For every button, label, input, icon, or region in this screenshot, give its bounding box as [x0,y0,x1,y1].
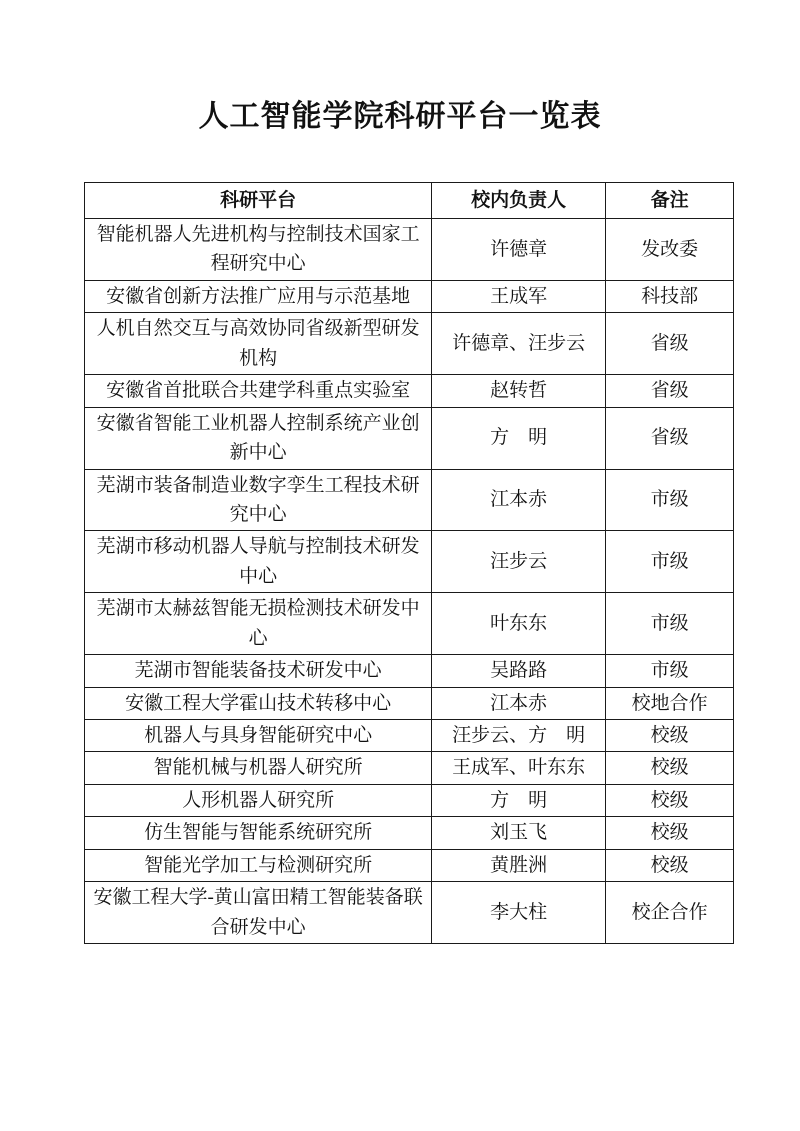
person-cell: 方 明 [432,407,606,469]
research-platform-table [84,182,734,944]
platform-cell: 智能光学加工与检测研究所 [85,849,432,881]
person-cell: 许德章、汪步云 [432,313,606,375]
person-cell: 江本赤 [432,687,606,719]
note-cell: 校地合作 [606,687,734,719]
platform-cell: 芜湖市装备制造业数字孪生工程技术研究中心 [85,469,432,531]
note-cell: 市级 [606,655,734,687]
person-cell: 汪步云、方 明 [432,720,606,752]
table-row [85,531,734,593]
person-cell: 刘玉飞 [432,817,606,849]
table-row [85,752,734,784]
person-cell: 方 明 [432,784,606,816]
table-row [85,469,734,531]
person-cell: 许德章 [432,219,606,281]
platform-cell: 安徽工程大学霍山技术转移中心 [85,687,432,719]
person-cell: 吴路路 [432,655,606,687]
table-row [85,280,734,312]
platform-cell: 芜湖市太赫兹智能无损检测技术研发中心 [85,593,432,655]
note-cell: 省级 [606,407,734,469]
note-cell: 省级 [606,375,734,407]
table-row [85,655,734,687]
note-cell: 校级 [606,752,734,784]
note-cell: 发改委 [606,219,734,281]
platform-cell: 安徽工程大学-黄山富田精工智能装备联合研发中心 [85,882,432,944]
platform-cell: 安徽省创新方法推广应用与示范基地 [85,280,432,312]
note-cell: 市级 [606,469,734,531]
table-row [85,313,734,375]
header-person: 校内负责人 [432,183,606,219]
note-cell: 校级 [606,849,734,881]
table-row [85,593,734,655]
platform-cell: 芜湖市移动机器人导航与控制技术研发中心 [85,531,432,593]
table-container [84,182,734,944]
page-title: 人工智能学院科研平台一览表 [198,100,602,133]
person-cell: 赵转哲 [432,375,606,407]
platform-cell: 芜湖市智能装备技术研发中心 [85,655,432,687]
person-cell: 江本赤 [432,469,606,531]
person-cell: 王成军、叶东东 [432,752,606,784]
header-platform: 科研平台 [85,183,432,219]
person-cell: 李大柱 [432,882,606,944]
table-row [85,687,734,719]
platform-cell: 人形机器人研究所 [85,784,432,816]
table-row [85,375,734,407]
platform-cell: 智能机器人先进机构与控制技术国家工程研究中心 [85,219,432,281]
note-cell: 校级 [606,720,734,752]
platform-cell: 人机自然交互与高效协同省级新型研发机构 [85,313,432,375]
platform-cell: 智能机械与机器人研究所 [85,752,432,784]
note-cell: 市级 [606,531,734,593]
person-cell: 叶东东 [432,593,606,655]
table-row [85,219,734,281]
table-row [85,817,734,849]
table-row [85,882,734,944]
table-row [85,720,734,752]
note-cell: 市级 [606,593,734,655]
note-cell: 校企合作 [606,882,734,944]
header-row [85,183,734,219]
person-cell: 汪步云 [432,531,606,593]
note-cell: 科技部 [606,280,734,312]
platform-cell: 安徽省智能工业机器人控制系统产业创新中心 [85,407,432,469]
table-row [85,784,734,816]
header-note: 备注 [606,183,734,219]
note-cell: 省级 [606,313,734,375]
person-cell: 王成军 [432,280,606,312]
note-cell: 校级 [606,784,734,816]
platform-cell: 安徽省首批联合共建学科重点实验室 [85,375,432,407]
table-body [85,219,734,944]
table-row [85,849,734,881]
table-header [85,183,734,219]
note-cell: 校级 [606,817,734,849]
table-row [85,407,734,469]
person-cell: 黄胜洲 [432,849,606,881]
platform-cell: 机器人与具身智能研究中心 [85,720,432,752]
platform-cell: 仿生智能与智能系统研究所 [85,817,432,849]
